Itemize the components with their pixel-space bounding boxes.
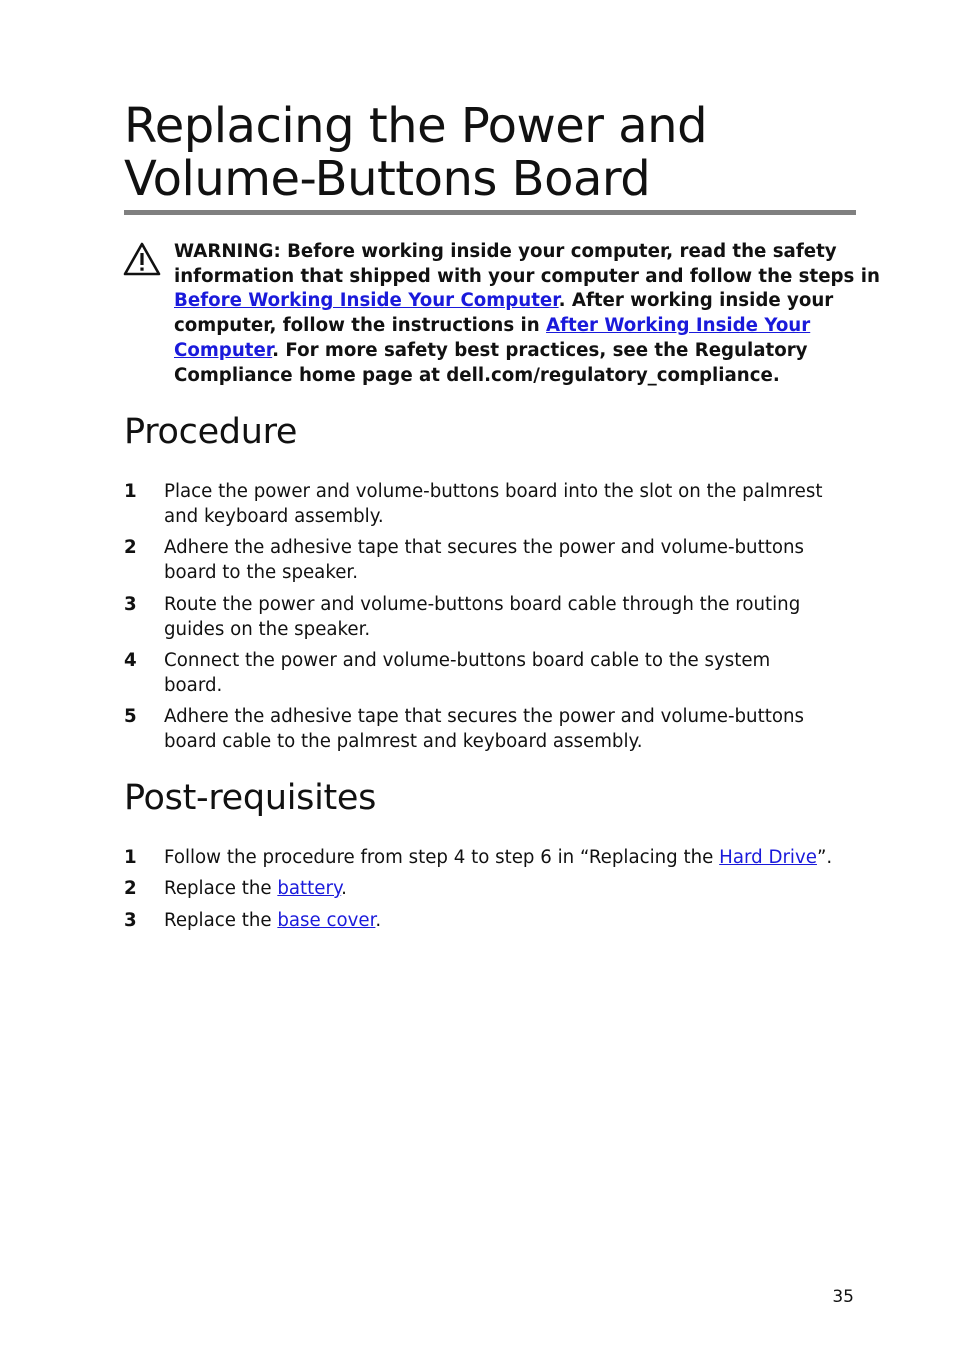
step-number: 1 bbox=[124, 847, 137, 868]
title-underline-rule bbox=[124, 210, 856, 215]
warning-line-6: Compliance home page at dell.com/regulatory_compliance. bbox=[174, 364, 780, 386]
step-number: 1 bbox=[124, 481, 137, 502]
page-title-line-1: Replacing the Power and bbox=[124, 98, 708, 154]
page-number: 35 bbox=[832, 1287, 854, 1307]
warning-notice bbox=[174, 240, 880, 388]
step-text-line: board cable to the palmrest and keyboard assembly. bbox=[164, 730, 643, 752]
step-text-line: guides on the speaker. bbox=[164, 618, 371, 640]
step-text-line: Place the power and volume-buttons board into the slot on the palmrest bbox=[164, 481, 823, 502]
step-number: 3 bbox=[124, 594, 137, 615]
step-text-after: . bbox=[375, 910, 382, 931]
step-text-line bbox=[164, 909, 864, 934]
warning-line-1: WARNING: Before working inside your computer, read the safety bbox=[174, 241, 837, 262]
step-text-line: Connect the power and volume-buttons board cable to the system bbox=[164, 650, 771, 671]
step-text bbox=[164, 536, 864, 585]
warning-line-2: information that shipped with your computer and follow the steps in bbox=[174, 265, 880, 287]
step-text-line: board to the speaker. bbox=[164, 561, 358, 583]
step-number: 2 bbox=[124, 878, 137, 899]
before-working-inside-link[interactable]: Before Working Inside Your Computer bbox=[174, 290, 559, 312]
warning-line-5 bbox=[174, 339, 864, 364]
warning-line-3 bbox=[174, 289, 864, 314]
step-text bbox=[164, 649, 864, 698]
step-text bbox=[164, 480, 864, 529]
step-text bbox=[164, 593, 864, 642]
step-text bbox=[164, 846, 864, 871]
step-text-line: Route the power and volume-buttons board cable through the routing bbox=[164, 594, 801, 615]
step-text-line: Adhere the adhesive tape that secures the power and volume-buttons bbox=[164, 706, 804, 727]
step-text bbox=[164, 877, 864, 902]
step-text-before: Follow the procedure from step 4 to step 6 in “Replacing the bbox=[164, 847, 720, 868]
step-number: 3 bbox=[124, 910, 137, 931]
base-cover-link[interactable]: base cover bbox=[277, 910, 376, 931]
step-number: 4 bbox=[124, 650, 137, 671]
after-working-inside-link-part-1[interactable]: After Working Inside Your bbox=[546, 315, 811, 337]
step-text-line: board. bbox=[164, 674, 223, 696]
step-text-line: and keyboard assembly. bbox=[164, 505, 384, 527]
hard-drive-link[interactable]: Hard Drive bbox=[719, 847, 817, 868]
procedure-heading: Procedure bbox=[124, 412, 298, 452]
step-number: 5 bbox=[124, 706, 137, 727]
battery-link[interactable]: battery bbox=[277, 878, 342, 899]
step-text-before: Replace the bbox=[164, 878, 278, 899]
warning-line-4-start: computer, follow the instructions in bbox=[174, 315, 547, 337]
step-text-line bbox=[164, 877, 864, 902]
step-text-before: Replace the bbox=[164, 910, 278, 931]
warning-after-link-2: . For more safety best practices, see the Regulatory bbox=[272, 339, 808, 361]
post-requisites-heading: Post-requisites bbox=[124, 778, 377, 818]
page-title bbox=[124, 100, 864, 206]
warning-line-4 bbox=[174, 314, 864, 339]
warning-triangle-icon bbox=[123, 242, 161, 276]
step-text-after: ”. bbox=[816, 847, 833, 868]
step-text-line bbox=[164, 846, 864, 871]
step-text bbox=[164, 705, 864, 754]
page-title-line-2: Volume-Buttons Board bbox=[124, 151, 651, 207]
step-number: 2 bbox=[124, 537, 137, 558]
after-working-inside-link-part-2[interactable]: Computer bbox=[174, 339, 273, 361]
step-text-line: Adhere the adhesive tape that secures the power and volume-buttons bbox=[164, 537, 804, 558]
warning-after-link-1: . After working inside your bbox=[558, 290, 834, 312]
step-text-after: . bbox=[341, 878, 347, 899]
step-text bbox=[164, 909, 864, 934]
